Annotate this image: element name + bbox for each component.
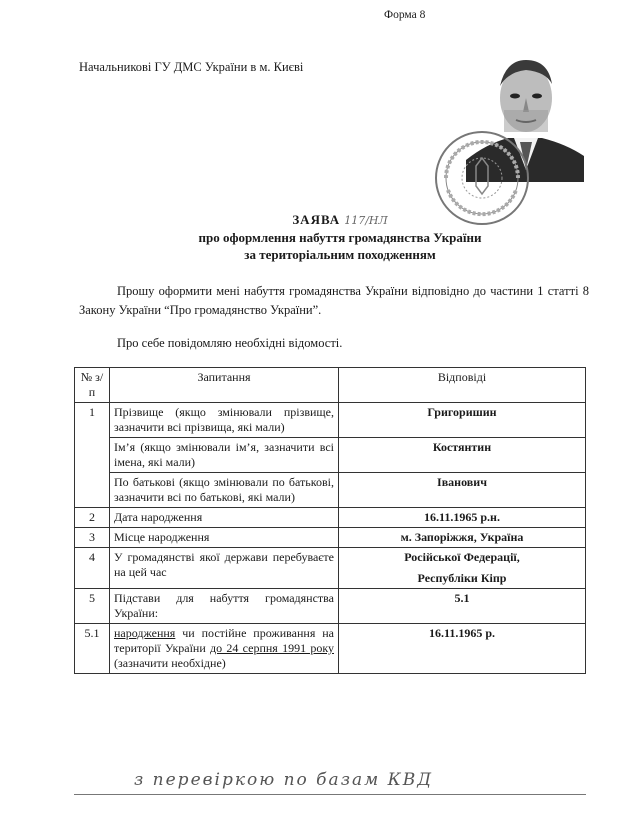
answer-birth-residence: 16.11.1965 р. [339, 624, 586, 674]
answer-birth-place: м. Запоріжжя, Україна [339, 528, 586, 548]
addressee: Начальникові ГУ ДМС України в м. Києві [79, 60, 304, 74]
row-num: 1 [75, 403, 110, 508]
question-birth-residence-part1: народження [114, 626, 176, 640]
table-row [75, 508, 586, 528]
bottom-rule [74, 794, 586, 795]
header-num: № з/п [75, 368, 110, 403]
table-row [75, 438, 586, 473]
handwritten-registration-number: 117/НЛ [344, 214, 388, 227]
question-citizenship: У громадянстві якої держави перебуваєте на цей час [110, 548, 339, 589]
question-birth-place: Місце народження [110, 528, 339, 548]
table-row [75, 403, 586, 438]
question-birth-residence-part4: (зазначити необхідне) [114, 656, 226, 670]
applicant-info-table [74, 367, 586, 674]
document-title [140, 211, 540, 229]
handwritten-note: з перевіркою по базам КВД [134, 770, 434, 790]
question-first-name: Ім’я (якщо змінювали ім’я, зазначити всі імена, які мали) [110, 438, 339, 473]
row-num: 2 [75, 508, 110, 528]
question-surname: Прізвище (якщо змінювали прізвище, зазначити всі прізвища, які мали) [110, 403, 339, 438]
request-paragraph: Прошу оформити мені набуття громадянства України відповідно до частини 1 статті 8 Закону України “Про громадянство України”. [79, 284, 589, 317]
question-birth-residence-part3: до 24 серпня 1991 року [210, 641, 334, 655]
answer-birth-date: 16.11.1965 р.н. [339, 508, 586, 528]
table-header-row [75, 368, 586, 403]
title-main: ЗАЯВА [292, 212, 341, 227]
answer-first-name: Костянтин [339, 438, 586, 473]
row-num: 5.1 [75, 624, 110, 674]
answer-surname: Григоришин [339, 403, 586, 438]
table-row [75, 624, 586, 674]
question-patronymic: По батькові (якщо змінювали по батькові, зазначити всі по батькові, які мали) [110, 473, 339, 508]
question-grounds: Підстави для набуття громадянства України: [110, 589, 339, 624]
table-row [75, 548, 586, 589]
form-number: Форма 8 [384, 9, 426, 21]
title-subtitle-line1: про оформлення набуття громадянства України [198, 230, 482, 245]
row-num: 3 [75, 528, 110, 548]
intro-paragraph: Про себе повідомляю необхідні відомості. [117, 336, 343, 350]
answer-citizenship-line2: Республіки Кіпр [417, 571, 507, 585]
row-num: 4 [75, 548, 110, 589]
row-num: 5 [75, 589, 110, 624]
question-birth-residence [110, 624, 339, 674]
table-row [75, 473, 586, 508]
title-subtitle-line2: за територіальним походженням [244, 247, 436, 262]
answer-grounds: 5.1 [339, 589, 586, 624]
answer-patronymic: Іванович [339, 473, 586, 508]
answer-citizenship-line1: Російської Федерації, [404, 550, 520, 564]
header-question: Запитання [110, 368, 339, 403]
header-answer: Відповіді [339, 368, 586, 403]
table-row [75, 589, 586, 624]
answer-citizenship [339, 548, 586, 589]
question-birth-date: Дата народження [110, 508, 339, 528]
table-row [75, 528, 586, 548]
document-title-block [140, 211, 540, 263]
question-birth-residence-part2: чи постійне проживання на території України [114, 626, 334, 655]
